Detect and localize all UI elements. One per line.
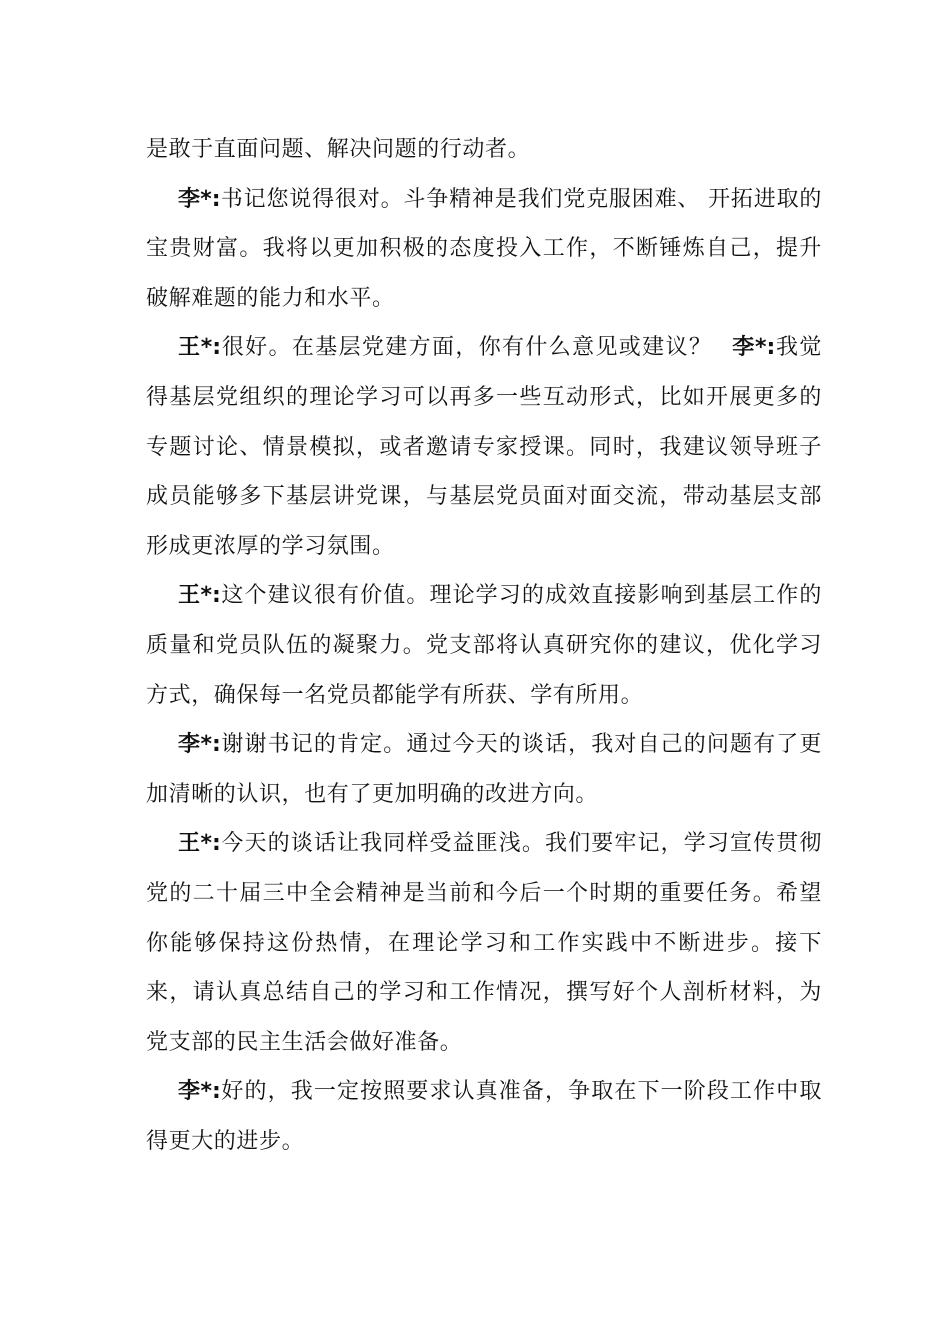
paragraph-text: 很好。在基层党建方面，你有什么意见或建议？ <box>221 335 713 361</box>
document-body <box>146 125 822 1166</box>
paragraph-continuation <box>146 125 822 175</box>
paragraph-text: 我觉得基层党组织的理论学习可以再多一些互动形式，比如开展更多的专题讨论、情景模拟，或者邀请专家授课。同时，我建议领导班子成员能够多下基层讲党课，与基层党员面对面交流，带动基层支部形成更浓厚的学习氛围。 <box>146 335 822 559</box>
speaker-label: 李*: <box>178 1079 221 1105</box>
dialogue-paragraph <box>146 175 822 324</box>
dialogue-paragraph <box>146 571 822 720</box>
speaker-label: 李*: <box>178 186 221 212</box>
speaker-label: 王*: <box>178 335 222 361</box>
dialogue-paragraph <box>146 819 822 1067</box>
dialogue-paragraph <box>146 1067 822 1166</box>
dialogue-paragraph <box>146 323 822 571</box>
paragraph-text: 书记您说得很对。斗争精神是我们党克服困难、 开拓进取的宝贵财富。我将以更加积极的态度投入工作，不断锤炼自己，提升破解难题的能力和水平。 <box>146 186 822 311</box>
speaker-label: 王*: <box>178 583 221 609</box>
speaker-label: 王*: <box>178 831 221 857</box>
paragraph-text: 是敢于直面问题、解决问题的行动者。 <box>146 137 531 162</box>
paragraph-text: 谢谢书记的肯定。通过今天的谈话，我对自己的问题有了更加清晰的认识，也有了更加明确的改进方向。 <box>146 732 822 807</box>
paragraph-text: 这个建议很有价值。理论学习的成效直接影响到基层工作的质量和党员队伍的凝聚力。党支部将认真研究你的建议，优化学习方式，确保每一名党员都能学有所获、学有所用。 <box>146 583 822 708</box>
speaker-label: 李*: <box>178 732 221 758</box>
paragraph-text: 今天的谈话让我同样受益匪浅。我们要牢记，学习宣传贯彻党的二十届三中全会精神是当前和今后一个时期的重要任务。希望你能够保持这份热情，在理论学习和工作实践中不断进步。接下来，请认真总结自己的学习和工作情况，撰写好个人剖析材料，为党支部的民主生活会做好准备。 <box>146 831 822 1055</box>
speaker-label-inline: 李*: <box>732 335 776 361</box>
dialogue-paragraph <box>146 720 822 819</box>
paragraph-text: 好的，我一定按照要求认真准备，争取在下一阶段工作中取得更大的进步。 <box>146 1079 822 1154</box>
